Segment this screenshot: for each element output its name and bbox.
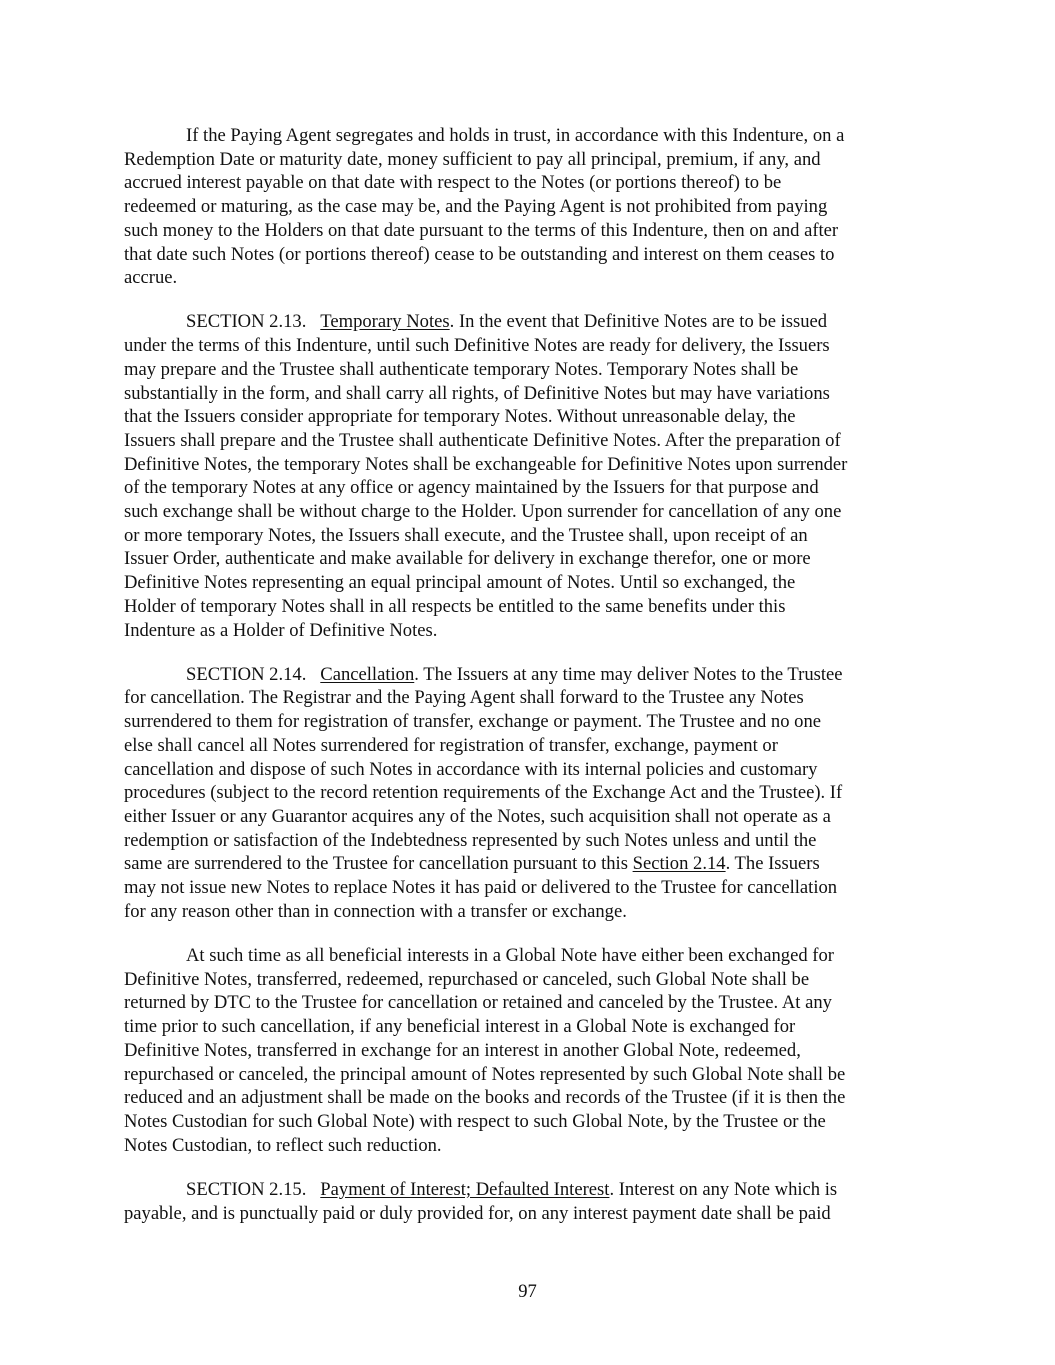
text-line: surrendered to them for registration of transfer, exchange or payment. The Trustee and no one (124, 711, 821, 733)
text-line (124, 1178, 934, 1202)
section-number: SECTION 2.14. (186, 663, 307, 685)
text-line: such money to the Holders on that date pursuant to the terms of this Indenture, then on and after (124, 219, 839, 241)
section-heading: Temporary Notes (320, 311, 450, 333)
text-line: Issuers shall prepare and the Trustee shall authenticate Definitive Notes. After the preparation of (124, 429, 841, 451)
section-heading: Payment of Interest; Defaulted Interest (320, 1178, 610, 1200)
section-number: SECTION 2.13. (186, 311, 307, 333)
text-line: Indenture as a Holder of Definitive Notes. (124, 619, 438, 641)
text-line: substantially in the form, and shall carry all rights, of Definitive Notes but may have variations (124, 382, 830, 404)
section-heading: Cancellation (320, 663, 415, 685)
text-line: procedures (subject to the record retention requirements of the Exchange Act and the Trustee). If (124, 782, 843, 804)
text-line (124, 663, 934, 687)
text-line: that the Issuers consider appropriate for temporary Notes. Without unreasonable delay, the (124, 406, 796, 428)
text-line-rest: . Interest on any Note which is (609, 1178, 838, 1200)
text-line: Issuer Order, authenticate and make available for delivery in exchange therefor, one or more (124, 548, 811, 570)
page-number: 97 (518, 1281, 537, 1302)
text-line: Notes Custodian for such Global Note) with respect to such Global Note, by the Trustee or the (124, 1110, 826, 1132)
text-line: redeemed or maturing, as the case may be, and the Paying Agent is not prohibited from paying (124, 196, 828, 218)
text-line: payable, and is punctually paid or duly provided for, on any interest payment date shall be paid (124, 1202, 831, 1224)
text-line: that date such Notes (or portions thereof) cease to be outstanding and interest on them ceases to (124, 243, 835, 265)
text-line: reduced and an adjustment shall be made on the books and records of the Trustee (if it is then the (124, 1087, 846, 1109)
text-line: either Issuer or any Guarantor acquires any of the Notes, such acquisition shall not operate as a (124, 805, 831, 827)
paragraph-global-note (124, 944, 934, 1157)
paragraph-paying-agent (124, 124, 934, 290)
text-line: Redemption Date or maturity date, money sufficient to pay all principal, premium, if any, and (124, 148, 821, 170)
text-line: such exchange shall be without charge to the Holder. Upon surrender for cancellation of any one (124, 501, 842, 523)
text-line: or more temporary Notes, the Issuers shall execute, and the Trustee shall, upon receipt of an (124, 524, 808, 546)
text-line-rest: . The Issuers (725, 853, 820, 875)
text-line: of the temporary Notes at any office or agency maintained by the Issuers for that purpose and (124, 477, 819, 499)
section-reference-link[interactable]: Section 2.14 (632, 853, 726, 875)
text-line: repurchased or canceled, the principal amount of Notes represented by such Global Note shall be (124, 1063, 846, 1085)
text-line: for cancellation. The Registrar and the Paying Agent shall forward to the Trustee any Notes (124, 687, 804, 709)
text-line: accrued interest payable on that date with respect to the Notes (or portions thereof) to be (124, 172, 782, 194)
document-body (124, 124, 934, 1246)
text-line (124, 852, 934, 876)
text-line: At such time as all beneficial interests in a Global Note have either been exchanged for (186, 945, 834, 966)
text-line: Definitive Notes, the temporary Notes shall be exchangeable for Definitive Notes upon surrender (124, 453, 848, 475)
text-line-rest: . The Issuers at any time may deliver Notes to the Trustee (414, 663, 843, 685)
text-line: redemption or satisfaction of the Indebtedness represented by such Notes unless and until the (124, 829, 817, 851)
text-line: Definitive Notes, transferred, redeemed, repurchased or canceled, such Global Note shall be (124, 968, 810, 990)
text-line: may prepare and the Trustee shall authenticate temporary Notes. Temporary Notes shall be (124, 358, 799, 380)
text-line-rest: . In the event that Definitive Notes are to be issued (449, 311, 828, 333)
text-line: returned by DTC to the Trustee for cancellation or retained and canceled by the Trustee. At any (124, 992, 832, 1014)
section-number: SECTION 2.15. (186, 1178, 307, 1200)
text-line: may not issue new Notes to replace Notes it has paid or delivered to the Trustee for cancellation (124, 877, 838, 899)
text-line: accrue. (124, 267, 178, 289)
text-line: Definitive Notes representing an equal principal amount of Notes. Until so exchanged, the (124, 572, 796, 594)
text-line: time prior to such cancellation, if any beneficial interest in a Global Note is exchanged for (124, 1016, 796, 1038)
text-line: cancellation and dispose of such Notes in accordance with its internal policies and customary (124, 758, 818, 780)
section-2-15-paragraph (124, 1178, 934, 1225)
text-line (124, 310, 934, 334)
text-line: Notes Custodian, to reflect such reduction. (124, 1134, 442, 1156)
section-2-13-paragraph (124, 310, 934, 642)
text-line: for any reason other than in connection with a transfer or exchange. (124, 900, 627, 922)
text-line: under the terms of this Indenture, until such Definitive Notes are ready for delivery, the Issuers (124, 335, 830, 357)
section-2-14-paragraph (124, 663, 934, 924)
text-line-start: same are surrendered to the Trustee for cancellation pursuant to this (124, 853, 633, 875)
text-line: If the Paying Agent segregates and holds in trust, in accordance with this Indenture, on a (186, 125, 845, 146)
text-line: else shall cancel all Notes surrendered for registration of transfer, exchange, payment or (124, 734, 778, 756)
text-line: Holder of temporary Notes shall in all respects be entitled to the same benefits under this (124, 595, 786, 617)
text-line: Definitive Notes, transferred in exchange for an interest in another Global Note, redeemed, (124, 1039, 801, 1061)
